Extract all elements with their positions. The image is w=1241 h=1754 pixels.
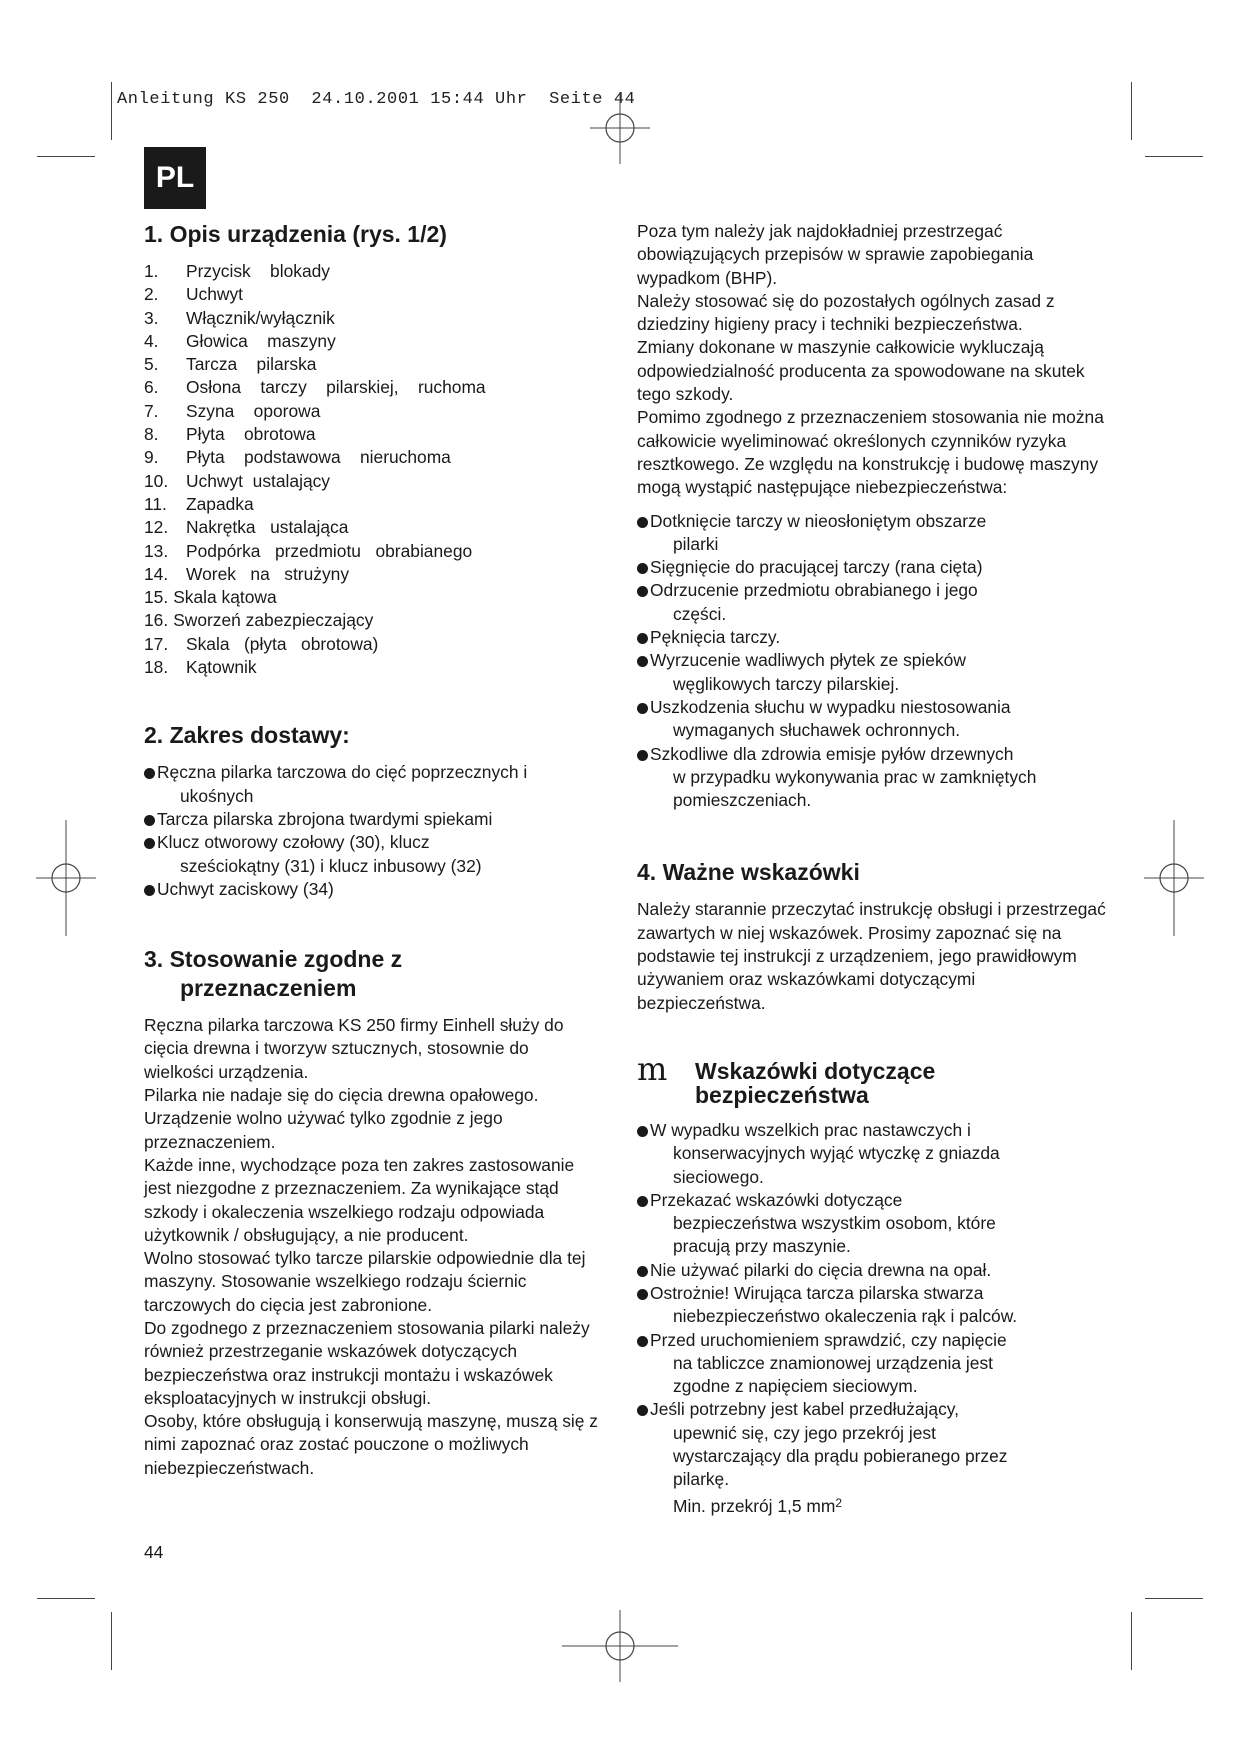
list-item — [144, 609, 599, 632]
item-text: Skala (płyta obrotowa) — [186, 633, 379, 654]
list-item — [144, 376, 599, 399]
item-text: Włącznik/wyłącznik — [186, 307, 335, 328]
item-text: Przycisk blokady — [186, 261, 330, 281]
bullet-text — [650, 579, 1107, 626]
bullet-text — [157, 808, 599, 831]
bullet-icon — [637, 586, 648, 597]
bullet-text — [650, 1398, 1107, 1491]
bullet-icon — [637, 703, 648, 714]
print-header: Anleitung KS 250 24.10.2001 15:44 Uhr Seite 44 — [117, 90, 636, 109]
bullet-continuation: na tabliczce znamionowej urządzenia jest zgodne z napięciem sieciowym. — [673, 1352, 993, 1397]
item-number: 17. — [144, 633, 169, 654]
bullet-item — [637, 1282, 1107, 1329]
crop-mark — [1131, 82, 1132, 140]
crop-mark — [1131, 1612, 1132, 1670]
bullet-continuation: wymaganych słuchawek ochronnych. — [673, 720, 961, 741]
bullet-line: Pęknięcia tarczy. — [650, 627, 781, 648]
bullet-text — [650, 696, 1107, 743]
min-cross-section: Min. przekrój 1,5 $mm^2$ — [673, 1495, 843, 1516]
bullet-item — [144, 808, 599, 831]
bullet-item — [637, 626, 1107, 649]
bullet-text — [650, 1282, 1107, 1329]
bullet-line: Klucz otworowy czołowy (30), klucz — [157, 832, 430, 853]
item-text: Worek na strużyny — [186, 563, 350, 584]
item-text: Podpórka przedmiotu obrabianego — [186, 540, 473, 561]
right-column — [637, 220, 1107, 1518]
item-number: 11. — [144, 493, 167, 514]
bullet-continuation: konserwacyjnych wyjąć wtyczkę z gniazda sieciowego. — [673, 1143, 1000, 1187]
item-number: 18. — [144, 657, 169, 678]
bullet-continuation: w przypadku wykonywania prac w zamkniętych pomieszczeniach. — [673, 766, 1037, 811]
bullet-line: Szkodliwe dla zdrowia emisje pyłów drzewnych — [650, 743, 1014, 764]
bullet-text — [157, 878, 599, 901]
bullet-text — [650, 510, 1107, 557]
registration-mark-bottom — [562, 1610, 678, 1682]
crop-mark — [1145, 1598, 1203, 1599]
list-item — [144, 260, 599, 283]
item-text: Uchwyt — [186, 284, 244, 305]
bullet-item — [144, 831, 599, 878]
item-text: Nakrętka ustalająca — [186, 517, 349, 538]
bullet-text — [650, 649, 1107, 696]
parts-list — [144, 260, 599, 679]
item-number: 6. — [144, 377, 159, 398]
bullet-item — [144, 878, 599, 901]
list-item — [144, 400, 599, 423]
item-text: Kątownik — [186, 657, 257, 678]
section-3-title-line-2: przeznaczeniem — [180, 975, 357, 1002]
bullet-icon — [144, 885, 155, 896]
bullet-line: Dotknięcie tarczy w nieosłoniętym obszarze — [650, 510, 987, 531]
bullet-line: Ręczna pilarka tarczowa do cięć poprzecznych i — [157, 762, 528, 783]
item-text: Szyna oporowa — [186, 400, 321, 421]
item-text: Osłona tarczy pilarskiej, ruchoma — [186, 377, 486, 398]
list-item — [144, 563, 599, 586]
bullet-icon — [637, 1196, 648, 1207]
bullet-icon — [637, 1405, 648, 1416]
item-number: 9. — [144, 447, 159, 468]
registration-mark-right — [1144, 820, 1204, 936]
item-number: 4. — [144, 330, 159, 351]
item-text: Uchwyt ustalający — [186, 470, 331, 491]
bullet-line: Nie używać pilarki do cięcia drewna na opał. — [650, 1259, 992, 1280]
crop-mark — [1145, 156, 1203, 157]
bullet-item — [637, 1259, 1107, 1282]
bullet-icon — [637, 517, 648, 528]
bullet-item — [144, 761, 599, 808]
bullet-text — [650, 1259, 1107, 1282]
bullet-text — [650, 1189, 1107, 1259]
safety-title-line-1: Wskazówki dotyczące — [695, 1057, 936, 1084]
list-item — [144, 330, 599, 353]
crop-mark — [37, 156, 95, 157]
section-3-text — [144, 1014, 599, 1480]
list-item — [144, 633, 599, 656]
registration-mark-left — [36, 820, 96, 936]
bullet-icon — [637, 563, 648, 574]
bullet-text — [650, 1329, 1107, 1399]
language-badge: PL — [144, 147, 206, 209]
bullet-icon — [637, 633, 648, 644]
bullet-item — [637, 579, 1107, 626]
left-column — [144, 220, 599, 1480]
bullet-continuation: niebezpieczeństwo okaleczenia rąk i palców. — [673, 1306, 1018, 1327]
item-text: Płyta podstawowa nieruchoma — [186, 447, 451, 468]
section-2-title: 2. Zakres dostawy: — [144, 722, 350, 749]
bullet-line: Uszkodzenia słuchu w wypadku niestosowania — [650, 696, 1011, 717]
section-4-text: Należy starannie przeczytać instrukcję obsługi i przestrzegać zawartych w niej wskazówek. Prosimy zapoznać się na podstawie tej instrukcji z urządzeniem, jego prawidłowym używaniem oraz wskazówkami dotyczącymi bezpieczeństwa. — [637, 899, 1106, 1013]
bullet-line: Ostrożnie! Wirująca tarcza pilarska stwarza — [650, 1282, 984, 1303]
list-item — [144, 423, 599, 446]
bullet-item — [637, 696, 1107, 743]
section-1-title: 1. Opis urządzenia (rys. 1/2) — [144, 221, 447, 247]
safety-heading — [637, 1049, 1107, 1108]
item-number: 3. — [144, 307, 159, 328]
bullet-item — [637, 1329, 1107, 1399]
bullet-continuation: bezpieczeństwa wszystkim osobom, które pracują przy maszynie. — [673, 1213, 996, 1257]
bullet-item — [637, 510, 1107, 557]
bullet-continuation: ukośnych — [180, 785, 254, 806]
list-item — [144, 586, 599, 609]
list-item — [144, 470, 599, 493]
bullet-item — [637, 743, 1107, 813]
bullet-text — [650, 1119, 1107, 1189]
bullet-icon — [637, 750, 648, 761]
item-text: Tarcza pilarska — [186, 354, 317, 375]
item-number: 15. — [144, 587, 169, 608]
bullet-line: Odrzucenie przedmiotu obrabianego i jego — [650, 580, 978, 601]
bullet-text — [650, 626, 1107, 649]
bullet-line: Tarcza pilarska zbrojona twardymi spiekami — [157, 808, 493, 829]
bullet-line: Wyrzucenie wadliwych płytek ze spieków — [650, 650, 966, 671]
section-4-title: 4. Ważne wskazówki — [637, 859, 860, 886]
bullet-continuation: węglikowych tarczy pilarskiej. — [673, 673, 900, 694]
bullet-icon — [144, 815, 155, 826]
bullet-text — [650, 743, 1107, 813]
paragraph: Poza tym należy jak najdokładniej przestrzegać obowiązujących przepisów w sprawie zapobiegania wypadkom (BHP). Należy stosować się do pozostałych ogólnych zasad z dziedziny higieny pracy i techniki bezpieczeństwa. Zmiany dokonane w maszynie całkowicie wykluczają odpowiedzialność producenta za spowodowane na skutek tego szkody. Pomimo zgodnego z przeznaczeniem stosowania nie można całkowicie wyeliminować określonych czynników ryzyka resztkowego. Ze względu na konstrukcję i budowę maszyny mogą wystąpić następujące niebezpieczeństwa: — [637, 221, 1104, 498]
item-number: 8. — [144, 424, 159, 445]
bullet-text — [650, 556, 1107, 579]
safety-list — [637, 1119, 1107, 1492]
item-number: 2. — [144, 284, 159, 305]
bullet-continuation: części. — [673, 603, 727, 624]
item-number: 16. — [144, 610, 169, 631]
item-text: Skala kątowa — [173, 587, 277, 608]
bullet-line: Uchwyt zaciskowy (34) — [157, 878, 334, 899]
item-number: 1. — [144, 261, 159, 281]
paragraph: Ręczna pilarka tarczowa KS 250 firmy Einhell służy do cięcia drewna i tworzyw sztucznych, stosownie do wielkości urządzenia. Pilarka nie nadaje się do cięcia drewna opałowego. Urządzenie wolno używać tylko zgodnie z jego przeznaczeniem. Każde inne, wychodzące poza ten zakres zastosowanie jest niezgodne z przeznaczeniem. Za wynikające stąd szkody i okaleczenia wszelkiego rodzaju odpowiada użytkownik / obsługujący, a nie producent. Wolno stosować tylko tarcze pilarskie odpowiednie dla tej maszyny. Stosowanie wszelkiego rodzaju ściernic tarczowych do cięcia jest zabronione. Do zgodnego z przeznaczeniem stosowania pilarki należy również przestrzeganie wskazówek dotyczących bezpieczeństwa oraz instrukcji montażu i wskazówek eksploatacyjnych w instrukcji obsługi. Osoby, które obsługują i konserwują maszynę, muszą się z nimi zapoznać oraz zostać pouczone o możliwych niebezpieczeństwach. — [144, 1015, 598, 1478]
bullet-icon — [637, 656, 648, 667]
bullet-text — [157, 761, 599, 808]
list-item — [144, 353, 599, 376]
list-item — [144, 446, 599, 469]
crop-mark — [111, 1612, 112, 1670]
bullet-icon — [637, 1126, 648, 1137]
bullet-line: Sięgnięcie do pracującej tarczy (rana cięta) — [650, 557, 983, 578]
item-number: 12. — [144, 517, 169, 538]
bullet-text — [157, 831, 599, 878]
item-number: 13. — [144, 540, 169, 561]
bullet-item — [637, 649, 1107, 696]
bullet-icon — [637, 1336, 648, 1347]
list-item — [144, 540, 599, 563]
crop-mark — [111, 82, 112, 140]
bullet-icon — [637, 1289, 648, 1300]
item-number: 7. — [144, 400, 159, 421]
risk-list — [637, 510, 1107, 813]
bullet-item — [637, 1119, 1107, 1189]
bullet-continuation: upewnić się, czy jego przekrój jest wystarczający dla prądu pobieranego przez pilarkę. — [673, 1422, 1008, 1490]
crop-mark — [37, 1598, 95, 1599]
item-number: 14. — [144, 563, 169, 584]
bullet-continuation: sześciokątny (31) i klucz inbusowy (32) — [180, 855, 482, 876]
list-item — [144, 656, 599, 679]
bullet-line: W wypadku wszelkich prac nastawczych i — [650, 1119, 971, 1140]
list-item — [144, 283, 599, 306]
bullet-icon — [144, 768, 155, 779]
item-text: Sworzeń zabezpieczający — [173, 610, 374, 631]
bullet-icon — [144, 838, 155, 849]
safety-title-line-2: bezpieczeństwa — [695, 1081, 869, 1108]
bullet-item — [637, 556, 1107, 579]
residual-risk-intro — [637, 220, 1107, 500]
bullet-icon — [637, 1266, 648, 1277]
section-3-title — [144, 945, 599, 1003]
bullet-line: Przekazać wskazówki dotyczące — [650, 1189, 903, 1210]
list-item — [144, 307, 599, 330]
item-text: Zapadka — [186, 493, 254, 514]
list-item — [144, 516, 599, 539]
bullet-continuation: pilarki — [673, 533, 719, 554]
list-item — [144, 493, 599, 516]
bullet-item — [637, 1398, 1107, 1491]
warning-symbol-icon: m — [637, 1049, 668, 1088]
bullet-item — [637, 1189, 1107, 1259]
delivery-list — [144, 761, 599, 901]
item-text: Płyta obrotowa — [186, 424, 316, 445]
bullet-line: Jeśli potrzebny jest kabel przedłużający, — [650, 1399, 959, 1420]
bullet-line: Przed uruchomieniem sprawdzić, czy napięcie — [650, 1329, 1007, 1350]
item-text: Głowica maszyny — [186, 330, 336, 351]
item-number: 5. — [144, 354, 159, 375]
page-number: 44 — [144, 1542, 164, 1562]
section-3-title-line-1: 3. Stosowanie zgodne z — [144, 946, 403, 973]
item-number: 10. — [144, 470, 169, 491]
registration-mark-top — [590, 92, 650, 164]
